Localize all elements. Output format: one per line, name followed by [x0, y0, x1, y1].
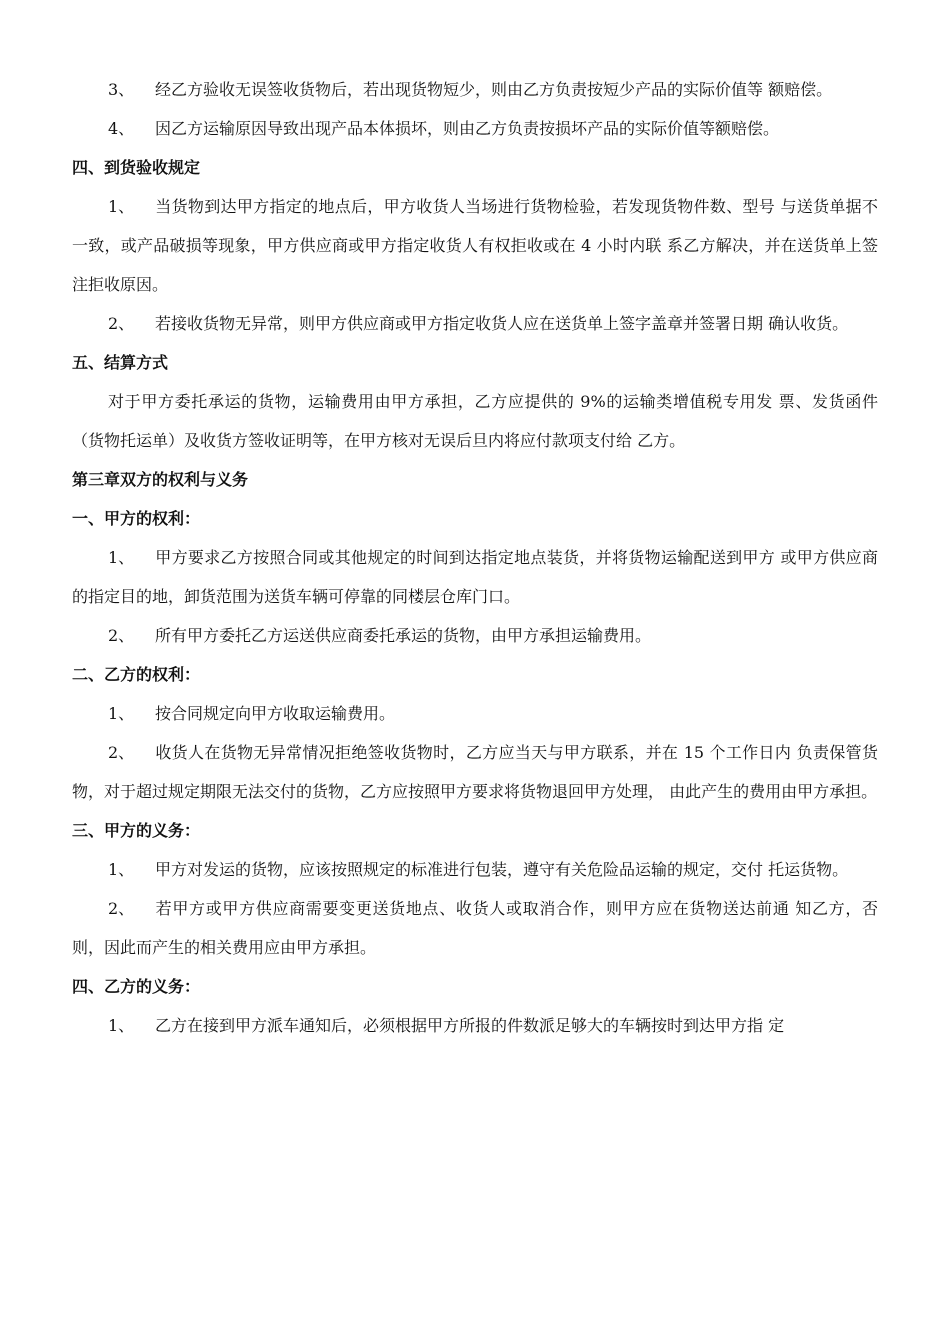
numbered-paragraph	[72, 304, 878, 343]
body-paragraph: 对于甲方委托承运的货物，运输费用由甲方承担，乙方应提供的 9%的运输类增值税专用发 票、发货函件（货物托运单）及收货方签收证明等，在甲方核对无误后旦内将应付款项支付给 乙方。	[72, 392, 878, 450]
numbered-paragraph	[72, 538, 878, 616]
paragraph-text: 若甲方或甲方供应商需要变更送货地点、收货人或取消合作，则甲方应在货物送达前通 知乙方，否则，因此而产生的相关费用应由甲方承担。	[72, 899, 878, 957]
paragraph-text: 因乙方运输原因导致出现产品本体损坏，则由乙方负责按损坏产品的实际价值等额赔偿。	[155, 119, 780, 138]
paragraph-number: 3、	[108, 80, 135, 99]
paragraph-number: 2、	[108, 743, 135, 762]
section-heading: 一、甲方的权利：	[72, 509, 201, 528]
paragraph-text: 按合同规定向甲方收取运输费用。	[155, 704, 396, 723]
numbered-paragraph	[72, 733, 878, 811]
numbered-paragraph	[72, 889, 878, 967]
paragraph-number: 2、	[108, 899, 135, 918]
paragraph-number: 2、	[108, 626, 135, 645]
section-heading: 五、结算方式	[72, 353, 169, 372]
numbered-paragraph	[72, 850, 878, 889]
paragraph-number: 1、	[108, 548, 135, 567]
paragraph-text: 乙方在接到甲方派车通知后，必须根据甲方所报的件数派足够大的车辆按时到达甲方指 定	[155, 1016, 785, 1035]
paragraph-number: 1、	[108, 1016, 135, 1035]
section-heading: 四、到货验收规定	[72, 158, 201, 177]
paragraph-text: 收货人在货物无异常情况拒绝签收货物时，乙方应当天与甲方联系，并在 15 个工作日内 负责保管货物，对于超过规定期限无法交付的货物，乙方应按照甲方要求将货物退回甲方处理， 由此产生的费用由甲方承担。	[72, 743, 878, 801]
paragraph-text: 经乙方验收无误签收货物后，若出现货物短少，则由乙方负责按短少产品的实际价值等 额赔偿。	[155, 80, 833, 99]
document-body	[72, 70, 878, 1045]
paragraph-number: 1、	[108, 197, 135, 216]
section-heading: 四、乙方的义务：	[72, 977, 201, 996]
paragraph-text: 甲方对发运的货物，应该按照规定的标准进行包装，遵守有关危险品运输的规定，交付 托运货物。	[155, 860, 849, 879]
numbered-paragraph	[72, 70, 878, 109]
paragraph-number: 4、	[108, 119, 135, 138]
section-heading: 三、甲方的义务：	[72, 821, 201, 840]
numbered-paragraph	[72, 694, 878, 733]
paragraph-number: 1、	[108, 704, 135, 723]
paragraph-number: 1、	[108, 860, 135, 879]
numbered-paragraph	[72, 1006, 878, 1045]
paragraph-text: 甲方要求乙方按照合同或其他规定的时间到达指定地点装货，并将货物运输配送到甲方 或甲方供应商的指定目的地，卸货范围为送货车辆可停靠的同楼层仓库门口。	[72, 548, 878, 606]
paragraph-text: 所有甲方委托乙方运送供应商委托承运的货物，由甲方承担运输费用。	[155, 626, 652, 645]
numbered-paragraph	[72, 109, 878, 148]
numbered-paragraph	[72, 616, 878, 655]
section-heading: 二、乙方的权利：	[72, 665, 201, 684]
chapter-title: 第三章双方的权利与义务	[72, 470, 249, 489]
paragraph-text: 若接收货物无异常，则甲方供应商或甲方指定收货人应在送货单上签字盖章并签署日期 确认收货。	[155, 314, 849, 333]
paragraph-number: 2、	[108, 314, 135, 333]
paragraph-text: 当货物到达甲方指定的地点后，甲方收货人当场进行货物检验，若发现货物件数、型号 与送货单据不一致，或产品破损等现象，甲方供应商或甲方指定收货人有权拒收或在 4 小时内联 系乙方解决，并在送货单上签注拒收原因。	[72, 197, 878, 294]
numbered-paragraph	[72, 187, 878, 304]
